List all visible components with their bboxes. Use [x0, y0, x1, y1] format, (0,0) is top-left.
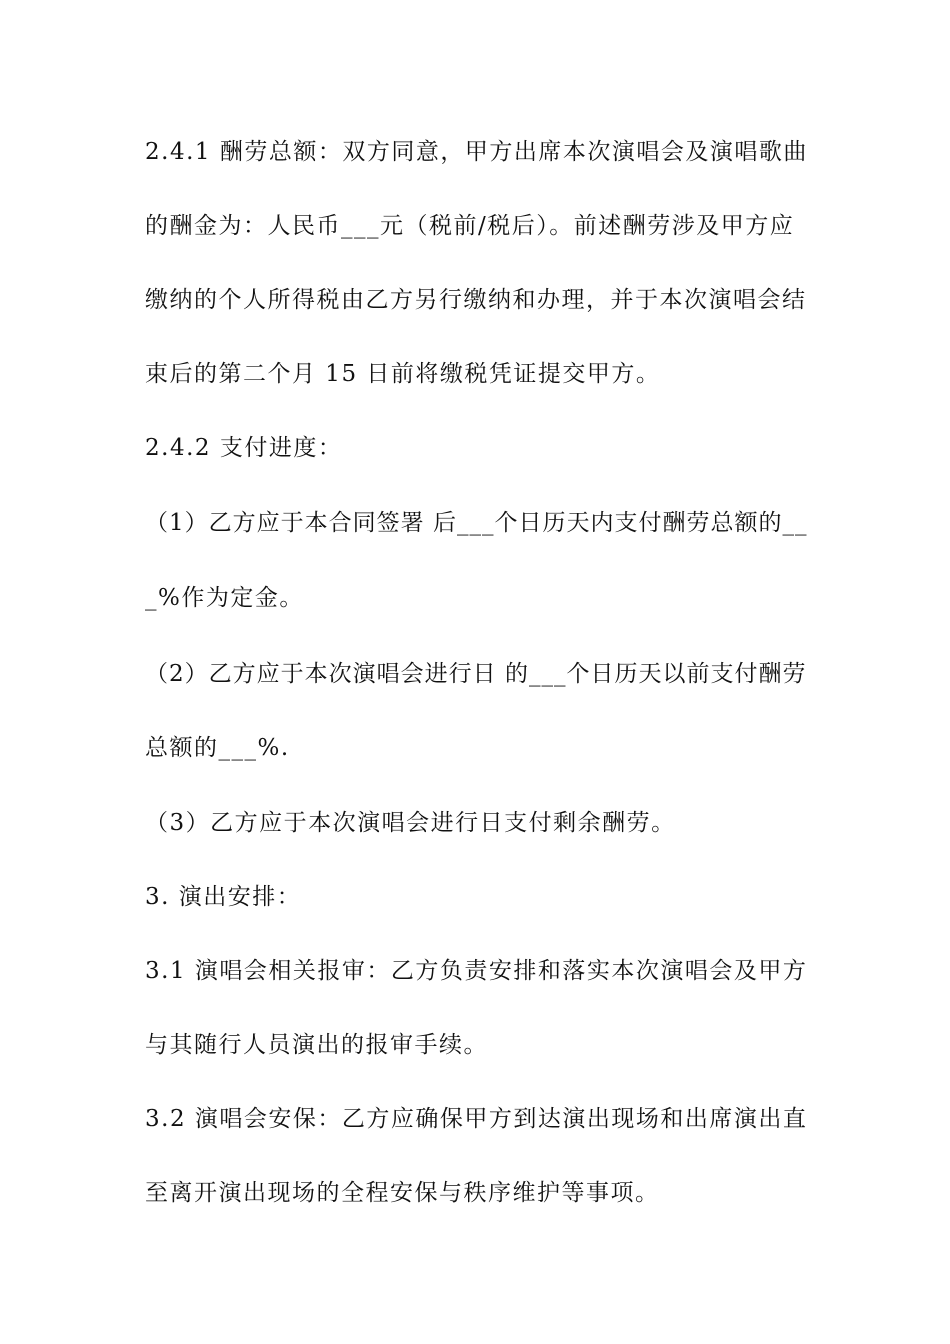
- section-3-heading: 3. 演出安排：: [145, 884, 302, 910]
- clause-3-2-line-1: 3.2 演唱会安保：乙方应确保甲方到达演出现场和出席演出直: [145, 1106, 808, 1132]
- payment-item-2-line-2: 总额的___%.: [145, 735, 290, 761]
- clause-2-4-1-line-1: 2.4.1 酬劳总额：双方同意，甲方出席本次演唱会及演唱歌曲: [145, 139, 808, 165]
- clause-2-4-2-heading: 2.4.2 支付进度：: [145, 435, 343, 461]
- payment-item-2-line-1: （2）乙方应于本次演唱会进行日 的___个日历天以前支付酬劳: [145, 661, 807, 687]
- clause-2-4-1-line-4: 束后的第二个月 15 日前将缴税凭证提交甲方。: [145, 361, 661, 387]
- payment-item-1-line-1: （1）乙方应于本合同签署 后___个日历天内支付酬劳总额的__: [145, 510, 808, 536]
- clause-3-1-line-2: 与其随行人员演出的报审手续。: [145, 1032, 488, 1058]
- clause-2-4-1-line-3: 缴纳的个人所得税由乙方另行缴纳和办理，并于本次演唱会结: [145, 287, 807, 313]
- clause-3-2-line-2: 至离开演出现场的全程安保与秩序维护等事项。: [145, 1180, 660, 1206]
- payment-item-1-line-2: _%作为定金。: [145, 585, 304, 611]
- payment-item-3: （3）乙方应于本次演唱会进行日支付剩余酬劳。: [145, 810, 676, 836]
- clause-2-4-1-line-2: 的酬金为：人民币___元（税前/税后）。前述酬劳涉及甲方应: [145, 213, 795, 239]
- clause-3-1-line-1: 3.1 演唱会相关报审：乙方负责安排和落实本次演唱会及甲方: [145, 958, 808, 984]
